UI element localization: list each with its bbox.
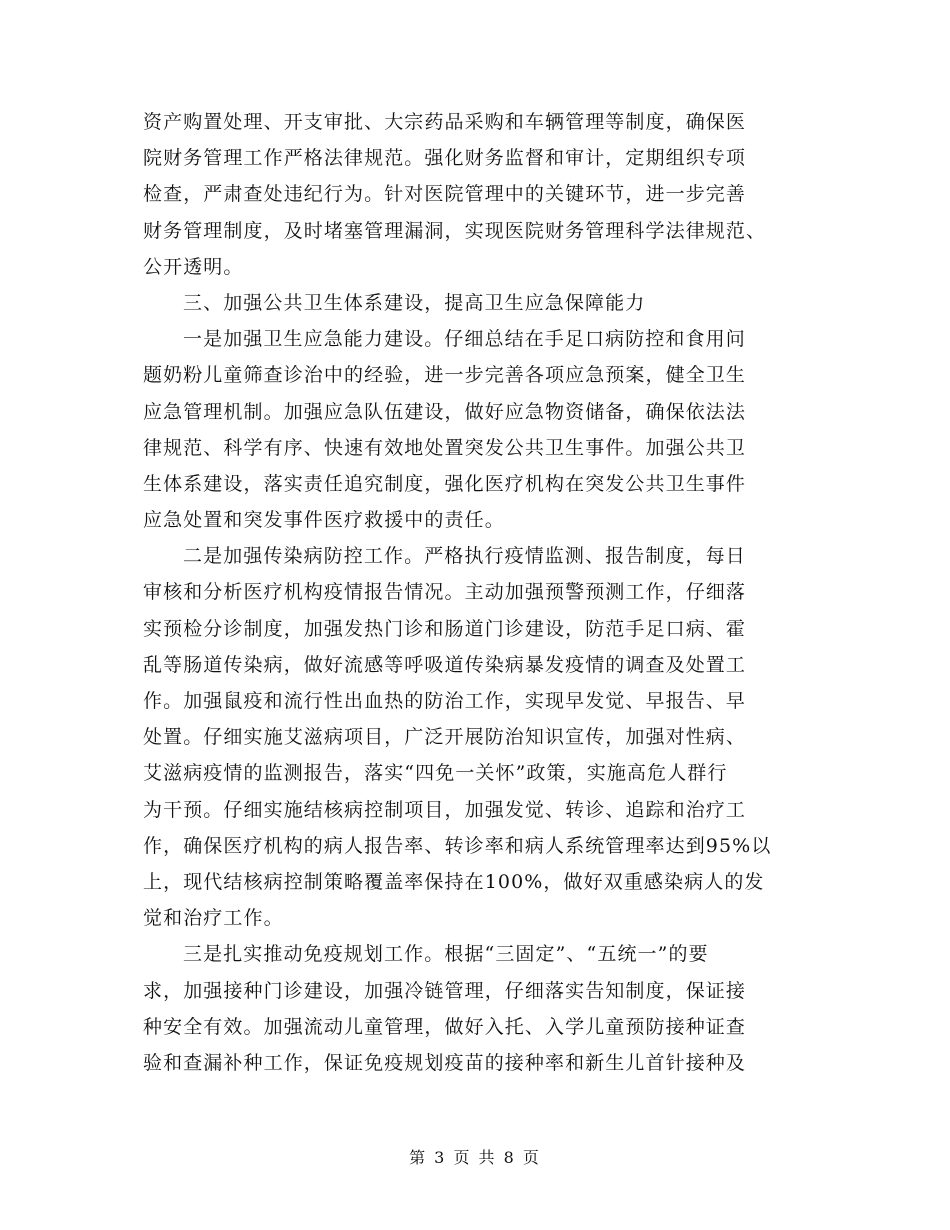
body-line: 应急处置和突发事件医疗救援中的责任。 <box>143 509 505 532</box>
body-line: 觉和治疗工作。 <box>143 907 284 930</box>
body-line: 一是加强卫生应急能力建设。仔细总结在手足口病防控和食用问 <box>183 328 746 351</box>
document-body <box>143 104 808 1081</box>
body-line: 公开透明。 <box>143 255 244 278</box>
body-line: 律规范、科学有序、快速有效地处置突发公共卫生事件。加强公共卫 <box>143 436 747 459</box>
body-line: 生体系建设，落实责任追究制度，强化医疗机构在突发公共卫生事件 <box>143 472 747 495</box>
body-line: 审核和分析医疗机构疫情报告情况。主动加强预警预测工作，仔细落 <box>143 581 747 604</box>
page-number-footer: 第 3 页 共 8 页 <box>409 1148 541 1167</box>
body-line: 乱等肠道传染病，做好流感等呼吸道传染病暴发疫情的调查及处置工 <box>143 653 747 676</box>
section-heading: 三、加强公共卫生体系建设，提高卫生应急保障能力 <box>183 291 646 314</box>
body-line: 求，加强接种门诊建设，加强冷链管理，仔细落实告知制度，保证接 <box>143 979 747 1002</box>
body-line: 艾滋病疫情的监测报告，落实“四免一关怀”政策，实施高危人群行 <box>143 762 728 785</box>
body-line: 处置。仔细实施艾滋病项目，广泛开展防治知识宣传，加强对性病、 <box>143 726 747 749</box>
body-line: 院财务管理工作严格法律规范。强化财务监督和审计，定期组织专项 <box>143 147 747 170</box>
body-line: 验和查漏补种工作，保证免疫规划疫苗的接种率和新生儿首针接种及 <box>143 1051 747 1074</box>
body-line: 上，现代结核病控制策略覆盖率保持在100%，做好双重感染病人的发 <box>143 870 765 893</box>
body-line: 三是扎实推动免疫规划工作。根据“三固定”、“五统一”的要 <box>183 943 709 966</box>
body-line: 实预检分诊制度，加强发热门诊和肠道门诊建设，防范手足口病、霍 <box>143 617 747 640</box>
body-line: 财务管理制度，及时堵塞管理漏洞，实现医院财务管理科学法律规范、 <box>143 219 767 242</box>
body-line: 题奶粉儿童筛查诊治中的经验，进一步完善各项应急预案，健全卫生 <box>143 364 747 387</box>
body-line: 作。加强鼠疫和流行性出血热的防治工作，实现早发觉、早报告、早 <box>143 690 747 712</box>
body-line: 检查，严肃查处违纪行为。针对医院管理中的关键环节，进一步完善 <box>143 183 747 206</box>
body-line: 二是加强传染病防控工作。严格执行疫情监测、报告制度，每日 <box>183 545 746 568</box>
body-line: 种安全有效。加强流动儿童管理，做好入托、入学儿童预防接种证查 <box>143 1015 747 1038</box>
body-line: 为干预。仔细实施结核病控制项目，加强发觉、转诊、追踪和治疗工 <box>143 798 747 821</box>
body-line: 资产购置处理、开支审批、大宗药品采购和车辆管理等制度，确保医 <box>143 111 747 133</box>
body-line: 应急管理机制。加强应急队伍建设，做好应急物资储备，确保依法法 <box>143 400 747 423</box>
body-line: 作，确保医疗机构的病人报告率、转诊率和病人系统管理率达到95%以 <box>143 834 772 857</box>
